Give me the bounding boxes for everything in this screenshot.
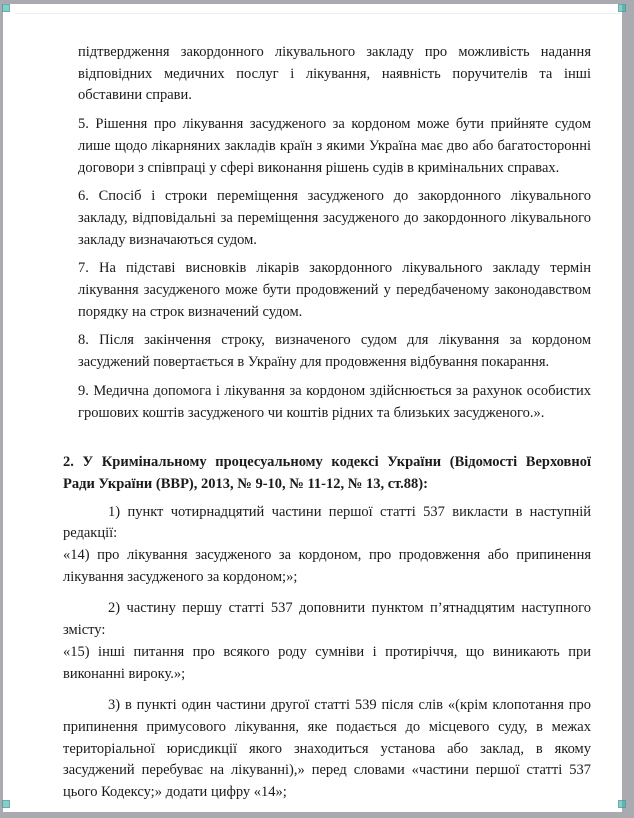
- quote-paragraph-9: 9. Медична допомога і лікування за кордоном здійснюється за рахунок особистих грошових коштів засудженого чи коштів рідних та близьких засудженого.».: [78, 382, 591, 421]
- amendment-item-1-lead: 1) пункт чотирнадцятий частини першої статті 537 викласти в наступній редакції:: [63, 503, 591, 542]
- amendment-item-3: 3) в пункті один частини другої статті 539 після слів «(крім клопотання про припинення примусового лікування, яке подається до місцевого суду, в межах територіальної юрисдикції якого знаходиться установа або заклад, в якому засуджений перебуває на лікуванні),» перед словами «частини першої статті 537 цього Кодексу;» додати цифру «14»;: [63, 697, 591, 801]
- selection-handle-bottom-left[interactable]: [2, 800, 10, 808]
- document-content: [63, 42, 591, 811]
- amendment-item-2-quote: «15) інші питання про всякого роду сумніви і протиріччя, що виникають при виконанні вироку.»;: [63, 643, 591, 682]
- quote-paragraph-5: 5. Рішення про лікування засудженого за кордоном може бути прийняте судом лише щодо лікарняних закладів країн з якими Україна має дво або багатосторонні договори з співпраці у сфері виконання рішень судів в кримінальних справах.: [78, 116, 591, 176]
- selection-handle-top-left[interactable]: [2, 4, 10, 12]
- selection-handle-top-right[interactable]: [618, 4, 626, 12]
- quote-paragraph-6: 6. Спосіб і строки переміщення засудженого до закордонного лікувального закладу, відповідальні за переміщення засудженого до закордонного лікувального закладу визначаються судом.: [78, 188, 591, 248]
- scan-edge-line: [15, 13, 621, 14]
- selection-handle-bottom-right[interactable]: [618, 800, 626, 808]
- amendment-item-1-quote: «14) про лікування засудженого за кордоном, про продовження або припинення лікування засудженого за кордоном;»;: [63, 547, 591, 585]
- amendment-item-2-lead: 2) частину першу статті 537 доповнити пунктом п’ятнадцятим наступного змісту:: [63, 600, 591, 639]
- quote-paragraph-8: 8. Після закінчення строку, визначеного судом для лікування за кордоном засуджений повертається в Україну для продовження відбування покарання.: [78, 332, 591, 371]
- quote-paragraph-continuation: підтвердження закордонного лікувального закладу про можливість надання відповідних медичних послуг і лікування, наявність поручителів та інші обставини справи.: [78, 44, 591, 104]
- quoted-article-block: [78, 42, 591, 424]
- document-page: [3, 4, 622, 812]
- section-2-heading: 2. У Кримінальному процесуальному кодексі України (Відомості Верховної Ради України (ВВР), 2013, № 9-10, № 11-12, № 13, ст.88):: [63, 454, 591, 492]
- quote-paragraph-7: 7. На підставі висновків лікарів закордонного лікувального закладу термін лікування засудженого може бути продовжений у передбаченому законодавством порядку на строк визначений судом.: [78, 260, 591, 320]
